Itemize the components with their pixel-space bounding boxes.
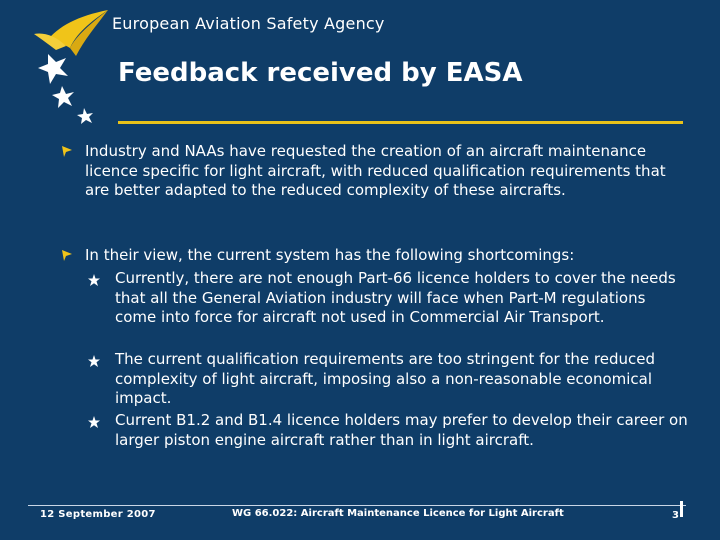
arrow-bullet-icon <box>60 248 74 262</box>
footer-date: 12 September 2007 <box>40 509 156 520</box>
page-title: Feedback received by EASA <box>118 58 523 88</box>
arrow-bullet-icon <box>60 144 74 158</box>
star-bullet-icon <box>87 354 101 368</box>
star-bullet-icon <box>87 273 101 287</box>
bullet-2-text: In their view, the current system has the following shortcomings: <box>85 246 575 264</box>
footer-divider <box>28 505 686 506</box>
subbullet-3-text: Current B1.2 and B1.4 licence holders may prefer to develop their career on larger piston engine aircraft rather than in light aircraft. <box>115 411 688 449</box>
footer-title: WG 66.022: Aircraft Maintenance Licence for Light Aircraft <box>232 508 564 519</box>
subbullet-1-text: Currently, there are not enough Part-66 licence holders to cover the needs that all the General Aviation industry will face when Part-M regulations come into force for aircraft not used in Commercial Air Transport. <box>115 269 676 326</box>
subbullet-2-text: The current qualification requirements are too stringent for the reduced complexity of light aircraft, imposing also a non-reasonable economical impact. <box>115 350 655 407</box>
page-number: 3 <box>672 510 679 521</box>
easa-bird-logo <box>26 4 118 128</box>
star-bullet-icon <box>87 415 101 429</box>
footer-divider-end <box>680 501 683 517</box>
title-underline <box>118 121 683 124</box>
agency-name: European Aviation Safety Agency <box>112 14 385 33</box>
bullet-1-text: Industry and NAAs have requested the creation of an aircraft maintenance licence specific for light aircraft, with reduced qualification requirements that are better adapted to the reduced complexity of these aircrafts. <box>85 142 666 199</box>
